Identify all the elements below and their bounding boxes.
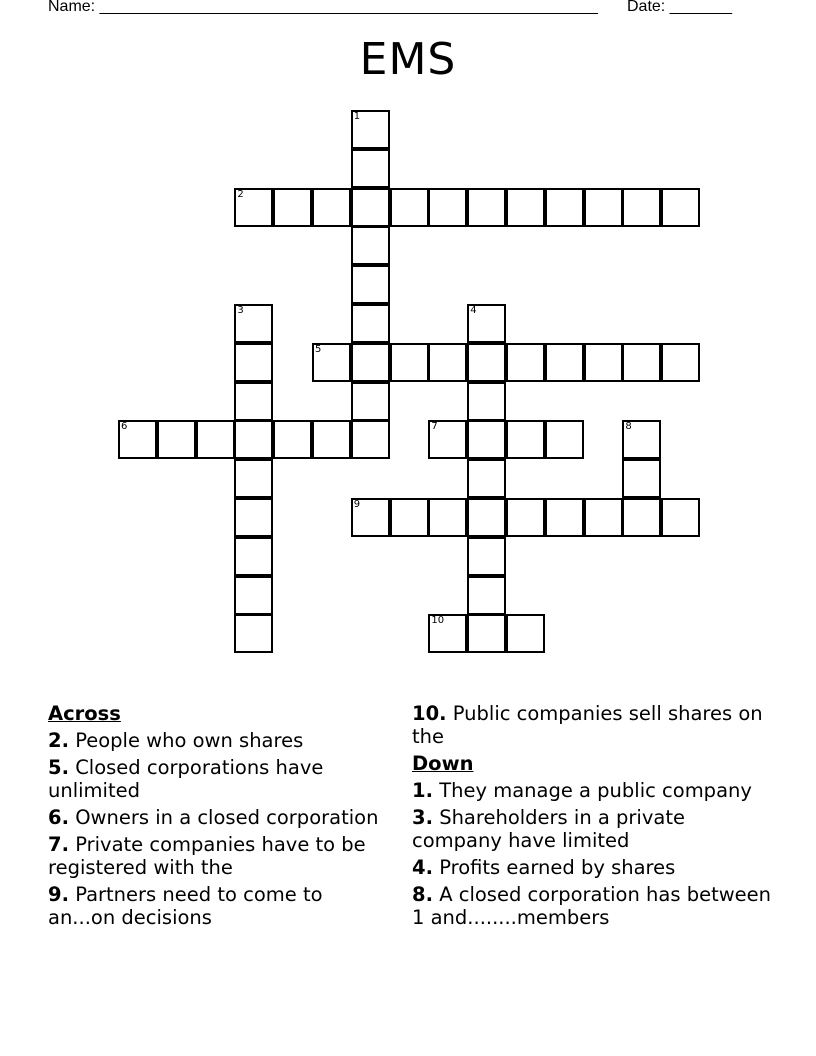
grid-cell[interactable] (506, 614, 545, 653)
grid-cell[interactable] (545, 420, 584, 459)
clue-text: Private companies have to be registered with the (48, 833, 366, 879)
grid-cell[interactable] (312, 343, 351, 382)
date-field[interactable]: Date: _______ (627, 0, 732, 15)
grid-cell[interactable] (390, 188, 429, 227)
clue-number: 8. (412, 883, 433, 906)
cell-number: 4 (470, 305, 477, 316)
grid-cell[interactable] (234, 459, 273, 498)
clue-number: 5. (48, 756, 69, 779)
page-title: EMS (359, 34, 457, 85)
grid-cell[interactable] (428, 343, 467, 382)
clue-text: They manage a public company (439, 779, 752, 802)
grid-cell[interactable] (467, 459, 506, 498)
grid-cell[interactable] (234, 382, 273, 421)
cell-number: 2 (237, 188, 244, 200)
clue-number: 4. (412, 856, 433, 879)
grid-cell[interactable] (467, 304, 506, 343)
grid-cell[interactable] (428, 498, 467, 537)
grid-cell[interactable] (428, 614, 467, 653)
grid-cell[interactable] (467, 498, 506, 537)
grid-cell[interactable] (428, 420, 467, 459)
clues-column-left (48, 702, 388, 933)
clue-down-8 (412, 883, 772, 929)
grid-cell[interactable] (584, 343, 623, 382)
grid-cell[interactable] (506, 420, 545, 459)
grid-cell[interactable] (196, 420, 235, 459)
clue-number: 2. (48, 729, 69, 752)
clue-text: A closed corporation has between 1 and........members (412, 883, 772, 929)
grid-cell[interactable] (545, 343, 584, 382)
grid-cell[interactable] (390, 343, 429, 382)
grid-cell[interactable] (234, 537, 273, 576)
grid-cell[interactable] (273, 188, 312, 227)
grid-cell[interactable] (390, 498, 429, 537)
clue-down-1 (412, 779, 772, 802)
grid-cell[interactable] (234, 614, 273, 653)
clue-text: Partners need to come to an...on decisions (48, 883, 323, 929)
cell-number: 10 (431, 615, 445, 627)
clue-number: 6. (48, 806, 69, 829)
grid-cell[interactable] (351, 498, 390, 537)
cell-number: 8 (625, 421, 632, 433)
clue-number: 3. (412, 806, 433, 829)
grid-cell[interactable] (545, 188, 584, 227)
cell-number: 5 (315, 343, 322, 355)
grid-cell[interactable] (234, 304, 273, 343)
clue-across-7 (48, 833, 388, 879)
clue-text: Public companies sell shares on the (412, 702, 763, 748)
grid-cell[interactable] (351, 110, 390, 149)
grid-cell[interactable] (467, 614, 506, 653)
grid-cell[interactable] (234, 420, 273, 459)
name-field[interactable]: Name: ________________________________________________________ (48, 0, 598, 15)
grid-cell[interactable] (351, 343, 390, 382)
grid-cell[interactable] (506, 188, 545, 227)
grid-cell[interactable] (467, 420, 506, 459)
grid-cell[interactable] (234, 188, 273, 227)
clue-down-3 (412, 806, 772, 852)
grid-cell[interactable] (157, 420, 196, 459)
grid-cell[interactable] (234, 576, 273, 615)
grid-cell[interactable] (428, 188, 467, 227)
clue-number: 1. (412, 779, 433, 802)
cell-number: 6 (121, 421, 128, 433)
grid-cell[interactable] (351, 304, 390, 343)
grid-cell[interactable] (622, 420, 661, 459)
grid-cell[interactable] (351, 188, 390, 227)
grid-cell[interactable] (351, 226, 390, 265)
grid-cell[interactable] (234, 343, 273, 382)
cell-number: 1 (353, 111, 361, 122)
clue-across-9 (48, 883, 388, 929)
grid-cell[interactable] (467, 188, 506, 227)
clue-number: 10. (412, 702, 447, 725)
cell-number: 3 (237, 305, 244, 316)
grid-cell[interactable] (506, 498, 545, 537)
grid-cell[interactable] (467, 343, 506, 382)
grid-cell[interactable] (273, 420, 312, 459)
grid-cell[interactable] (118, 420, 157, 459)
grid-cell[interactable] (584, 188, 623, 227)
clue-text: Closed corporations have unlimited (48, 756, 324, 802)
grid-cell[interactable] (622, 188, 661, 227)
cell-number: 7 (431, 421, 438, 433)
grid-cell[interactable] (234, 498, 273, 537)
grid-cell[interactable] (351, 382, 390, 421)
grid-cell[interactable] (351, 420, 390, 459)
clue-across-5 (48, 756, 388, 802)
grid-cell[interactable] (467, 576, 506, 615)
grid-cell[interactable] (661, 498, 700, 537)
clue-text: People who own shares (75, 729, 304, 752)
across-heading: Across (48, 702, 121, 725)
grid-cell[interactable] (312, 420, 351, 459)
grid-cell[interactable] (622, 459, 661, 498)
grid-cell[interactable] (467, 382, 506, 421)
grid-cell[interactable] (622, 343, 661, 382)
grid-cell[interactable] (312, 188, 351, 227)
grid-cell[interactable] (545, 498, 584, 537)
clue-text: Owners in a closed corporation (75, 806, 379, 829)
cell-number: 9 (353, 499, 361, 510)
clue-text: Profits earned by shares (439, 856, 676, 879)
clue-across-6 (48, 806, 388, 829)
clue-text: Shareholders in a private company have limited (412, 806, 685, 852)
grid-cell[interactable] (584, 498, 623, 537)
grid-cell[interactable] (506, 343, 545, 382)
grid-cell[interactable] (351, 149, 390, 188)
clue-across-10 (412, 702, 772, 748)
clue-number: 9. (48, 883, 69, 906)
clue-across-2 (48, 729, 388, 752)
clue-number: 7. (48, 833, 69, 856)
clues-column-right (412, 702, 772, 933)
grid-cell[interactable] (467, 537, 506, 576)
grid-cell[interactable] (351, 265, 390, 304)
grid-cell[interactable] (661, 343, 700, 382)
grid-cell[interactable] (622, 498, 661, 537)
grid-cell[interactable] (661, 188, 700, 227)
down-heading: Down (412, 752, 474, 775)
clue-down-4 (412, 856, 772, 879)
